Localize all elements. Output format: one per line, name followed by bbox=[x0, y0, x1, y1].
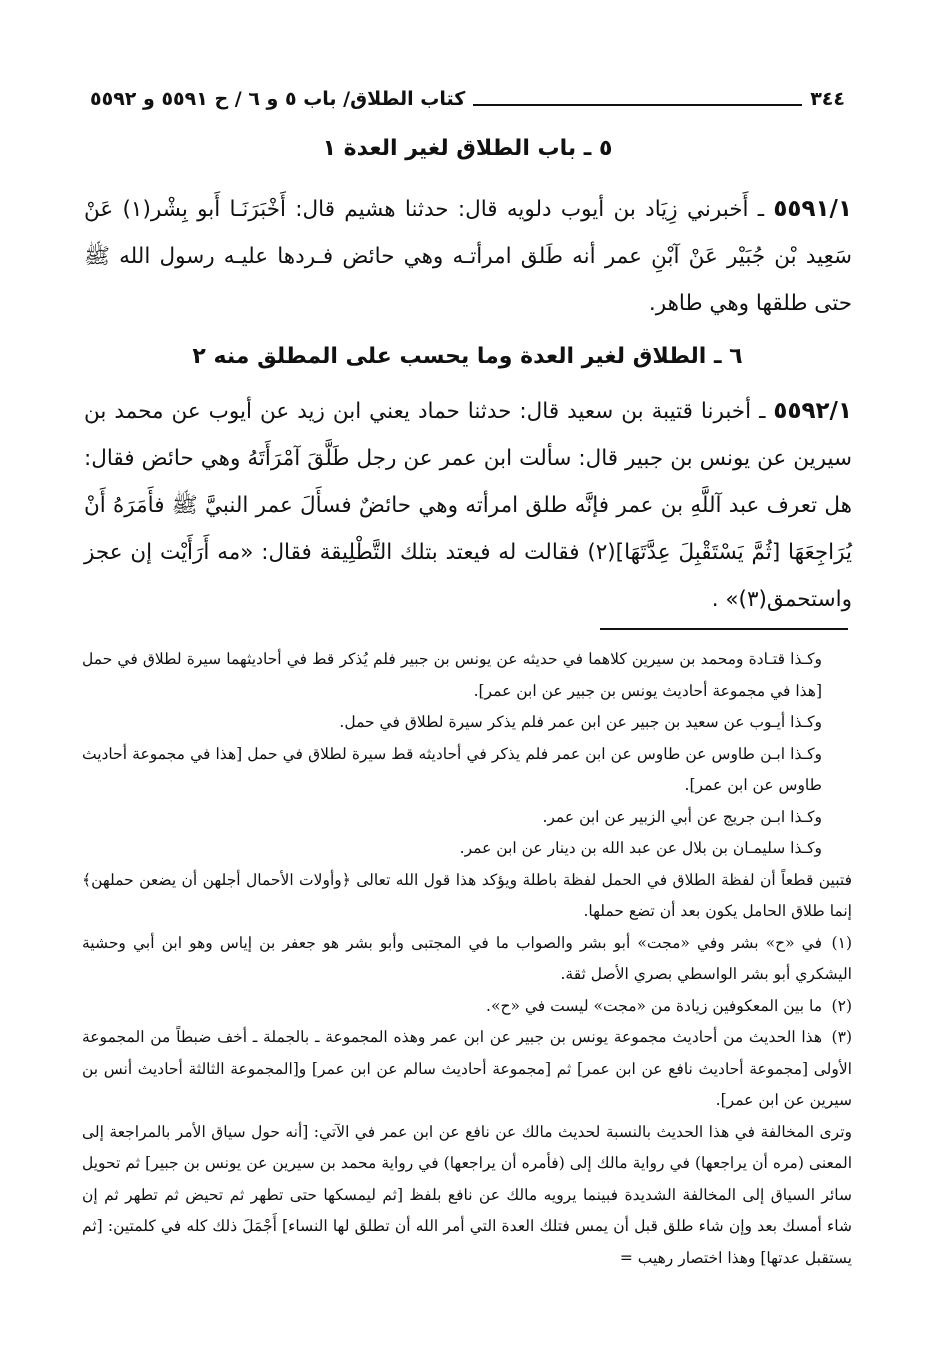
footnote-text: ما بين المعكوفين زيادة من «مجت» ليست في «ح». bbox=[486, 996, 822, 1015]
footnote-text: هذا الحديث من أحاديث مجموعة يونس بن جبير عن ابن عمر وهذه المجموعة ـ بالجملة ـ أخف ضبطاً من المجموعة الأولى [مجموعة أحاديث نافع عن ابن عمر] ثم [مجموعة أحاديث سالم عن ابن عمر] و[المجموعة الثالثة أحاديث أنس بن سيرين عن ابن عمر]. bbox=[82, 1028, 852, 1109]
footnote-intro-line: فتبين قطعاً أن لفظة الطلاق في الحمل لفظة باطلة ويؤكد هذا قول الله تعالى ﴿وأولات الأحمال أجلهن أن يضعن حملهن﴾ إنما طلاق الحامل يكون بعد أن تضع حملها. bbox=[82, 870, 852, 920]
footnote-separator bbox=[600, 628, 848, 630]
footnote-marker: (٢) bbox=[831, 996, 852, 1015]
footnote-continuation: وترى المخالفة في هذا الحديث بالنسبة لحديث مالك عن نافع عن ابن عمر في الآتي: [أنه حول سياق الأمر بالمراجعة إلى المعنى (مره أن يراجعها) في رواية مالك إلى (فأمره أن يراجعها) في رواية محمد بن سيرين عن يونس بن جبير] ثم تحويل سائر السياق إلى المخالفة الشديدة فبينما يرويه مالك عن نافع بلفظ [ثم ليمسكها حتى تطهر ثم تحيض ثم تطهر ثم إن شاء أمسك بعد وإن شاء طلق قبل أن يمس فتلك العدة التي أمر الله أن تطلق لها النساء] أَجْمَلَ ذلك كله في كلمتين: [ثم يستقبل عدتها] وهذا اختصار رهيب = bbox=[82, 1122, 852, 1267]
running-header bbox=[90, 82, 845, 116]
footnote-intro-line: وكـذا أيـوب عن سعيد بن جبير عن ابن عمر فلم يذكر سيرة لطلاق في حمل. bbox=[339, 713, 822, 731]
running-title: كتاب الطلاق/ باب ٥ و ٦ / ح ٥٥٩١ و ٥٥٩٢ bbox=[90, 88, 466, 110]
footnotes bbox=[82, 644, 852, 1274]
footnote-intro-line: وكـذا ابـن جريج عن أبي الزبير عن ابن عمر. bbox=[542, 807, 822, 826]
hadith-5591 bbox=[84, 186, 852, 327]
hadith-number: ٥٥٩٢/١ bbox=[773, 398, 852, 424]
footnote-marker: (٣) bbox=[831, 1028, 852, 1046]
footnote-1 bbox=[82, 928, 852, 991]
footnote-text: في «ح» بشر وفي «مجت» أبو بشر والصواب ما في المجتبى وأبو بشر هو جعفر بن إياس وهو ابن أبي وحشية اليشكري أبو بشر الواسطي بصري الأصل ثقة. bbox=[82, 933, 852, 983]
hadith-text: ـ أخبرنا قتيبة بن سعيد قال: حدثنا حماد يعني ابن زيد عن أيوب عن محمد بن سيرين عن يونس بن جبير قال: سألت ابن عمر عن رجل طَلَّقَ آمْرَأَتَهُ وهي حائض فقال: هل تعرف عبد آللَّهِ بن عمر فإنَّه طلق امرأته وهي حائضٌ فسأَلَ عمر النبيَّ ﷺ فأَمَرَهُ أَنْ يُرَاجِعَهَا [ثُمَّ يَسْتَقْبِلَ عِدَّتَهَا](٢) فقالت له فيعتد بتلك التَّطْلِيقة فقال: «مه أَرَأَيْت إن عجز واستحمق(٣)» . bbox=[84, 399, 852, 612]
footnote-intro-line: وكـذا سليمـان بن بلال عن عبد الله بن دينار عن ابن عمر. bbox=[459, 839, 822, 857]
hadith-5592 bbox=[84, 388, 852, 623]
hadith-number: ٥٥٩١/١ bbox=[773, 196, 852, 222]
footnote-marker: (١) bbox=[831, 933, 852, 952]
footnote-intro-line: وكـذا ابـن طاوس عن طاوس عن ابن عمر فلم يذكر في أحاديثه قط سيرة لطلاق في حمل [هذا في مجموعة أحاديث طاوس عن ابن عمر]. bbox=[82, 744, 822, 794]
hadith-text: ـ أَخبرني زِيَاد بن أيوب دلويه قال: حدثنا هشيم قال: أَخْبَرَنَـا أَبو بِشْر(١) عَنْ سَعِيد بْن جُبَيْر عَنْ آبْنِ عمر أنه طَلق امرأتـه وهي حائض فـردها عليـه رسول الله ﷺ حتى طلقها وهي طاهر. bbox=[84, 197, 852, 316]
header-rule bbox=[473, 92, 802, 106]
section-5-title: ٥ ـ باب الطلاق لغير العدة ١ bbox=[322, 136, 613, 161]
footnote-intro-line: وكـذا قتـادة ومحمد بن سيرين كلاهما في حديثه عن يونس بن جبير فلم يُذكر قط في أحاديثهما سيرة لطلاق في حمل [هذا في مجموعة أحاديث يونس بن جبير عن ابن عمر]. bbox=[82, 650, 822, 700]
footnote-3 bbox=[82, 1022, 852, 1117]
page-number: ٣٤٤ bbox=[810, 88, 845, 110]
section-6-title: ٦ ـ الطلاق لغير العدة وما يحسب على المطلق منه ٢ bbox=[192, 344, 743, 369]
footnote-2 bbox=[82, 991, 852, 1023]
